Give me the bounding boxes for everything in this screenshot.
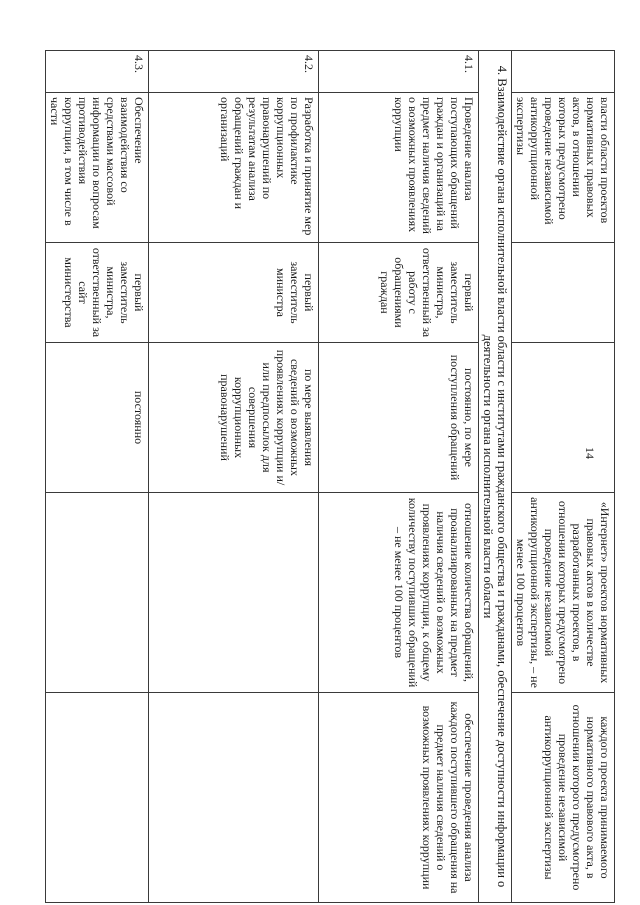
row-number: 4.3.	[46, 51, 149, 93]
indicator-cell	[149, 493, 319, 693]
action-plan-table	[45, 50, 615, 903]
page-number: 14	[583, 447, 597, 459]
row-number: 4.2.	[149, 51, 319, 93]
indicator-cell: «Интернет» проектов нормативных правовых актов в количестве разработанных проектов, в отношении которых предусмотрено проведение независимой антикоррупционной экспертизы, – не менее 100 процентов	[512, 493, 615, 693]
action-cell: власти области проектов нормативных правовых актов, в отношении которых предусмотрено проведение независимой антикоррупционной экспертизы	[512, 93, 615, 243]
responsible-cell: первый заместитель министра, ответственный за работу с обращениями граждан	[319, 243, 479, 343]
indicator-cell	[46, 493, 149, 693]
responsible-cell	[512, 243, 615, 343]
table-row	[46, 51, 149, 903]
responsible-cell: первый заместитель министра	[149, 243, 319, 343]
section-title: 4. Взаимодействие органа исполнительной власти области с институтами гражданского общества и гражданами, обеспечение доступности информации о деятельности органа исполнительной власти области	[479, 51, 512, 903]
table-row	[512, 51, 615, 903]
section-header-row	[479, 51, 512, 903]
table-row	[319, 51, 479, 903]
term-cell: постоянно	[46, 343, 149, 493]
result-cell	[149, 693, 319, 903]
action-cell: Разработка и принятие мер по профилактике коррупционных правонарушений по результатам анализа обращений граждан и организаций	[149, 93, 319, 243]
term-cell: по мере выявления сведений о возможных проявлениях коррупции и/или предпосылок для совершения коррупционных правонарушений	[149, 343, 319, 493]
action-cell: Проведение анализа поступающих обращений граждан и организаций на предмет наличия сведений о возможных проявлениях коррупции	[319, 93, 479, 243]
term-cell	[512, 343, 615, 493]
result-cell: обеспечение проведения анализа каждого поступившего обращения на предмет наличия сведений о возможных проявлениях коррупции	[319, 693, 479, 903]
table-row	[149, 51, 319, 903]
result-cell	[46, 693, 149, 903]
indicator-cell: отношение количества обращений, проанализированных на предмет наличия сведений о возможных проявлениях коррупции, к общему количеству поступивших обращений – не менее 100 процентов	[319, 493, 479, 693]
row-number	[512, 51, 615, 93]
responsible-cell: первый заместитель министра, ответственный за сайт министерства	[46, 243, 149, 343]
action-cell: Обеспечение взаимодействия со средствами массовой информации по вопросам противодействия коррупции, в том числе в части	[46, 93, 149, 243]
result-cell: каждого проекта принимаемого нормативного правового акта, в отношении которого предусмотрено проведение независимой антикоррупционной экспертизы	[512, 693, 615, 903]
row-number: 4.1.	[319, 51, 479, 93]
term-cell: постоянно, по мере поступления обращений	[319, 343, 479, 493]
